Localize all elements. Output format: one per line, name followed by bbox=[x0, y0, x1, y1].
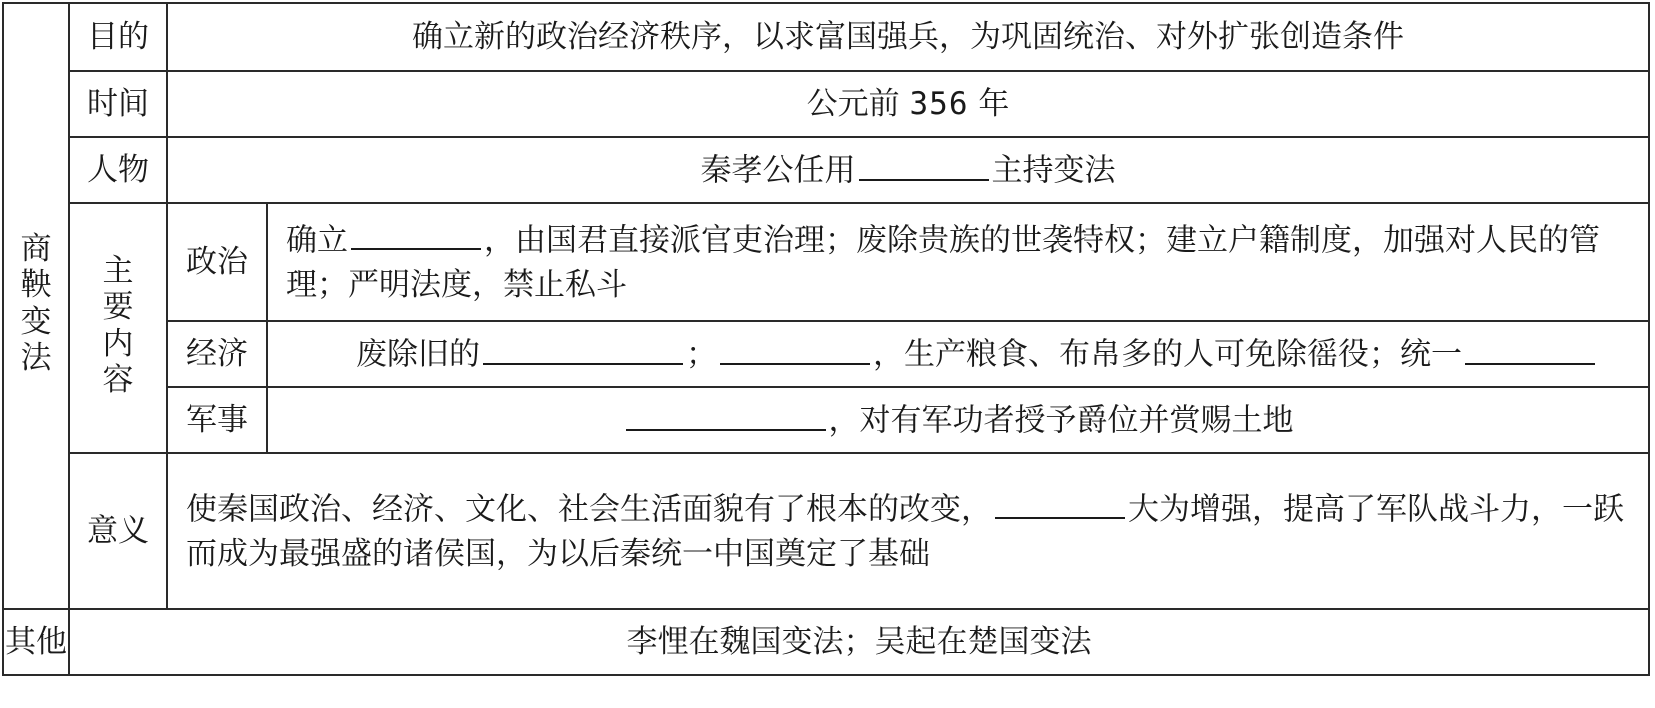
time-label: 时间 bbox=[69, 71, 167, 137]
row-military bbox=[3, 387, 1649, 453]
group-label-cell bbox=[3, 3, 69, 609]
significance-before: 使秦国政治、经济、文化、社会生活面貌有了根本的改变， bbox=[186, 491, 992, 528]
economy-part3: ，生产粮食、布帛多的人可免除徭役；统一 bbox=[873, 336, 1462, 373]
significance-blank[interactable] bbox=[995, 485, 1125, 520]
person-label: 人物 bbox=[69, 137, 167, 203]
group-label: 商鞅变法 bbox=[20, 230, 52, 377]
economy-label: 经济 bbox=[167, 321, 267, 387]
economy-blank-2[interactable] bbox=[720, 330, 870, 365]
time-year: 356 bbox=[909, 85, 969, 122]
row-person bbox=[3, 137, 1649, 203]
person-blank[interactable] bbox=[859, 146, 989, 181]
others-value: 李悝在魏国变法；吴起在楚国变法 bbox=[69, 609, 1649, 675]
shang-yang-reform-table bbox=[2, 2, 1650, 676]
military-blank[interactable] bbox=[626, 396, 826, 431]
politics-blank[interactable] bbox=[351, 216, 481, 251]
military-label: 军事 bbox=[167, 387, 267, 453]
person-after: 主持变法 bbox=[991, 152, 1116, 189]
row-significance bbox=[3, 453, 1649, 609]
sub-group-label-cell bbox=[69, 203, 167, 453]
row-time bbox=[3, 71, 1649, 137]
purpose-label: 目的 bbox=[69, 3, 167, 71]
row-politics bbox=[3, 203, 1649, 321]
economy-part2: ； bbox=[686, 336, 717, 373]
significance-label: 意义 bbox=[69, 453, 167, 609]
sub-group-label: 主要内容 bbox=[102, 252, 134, 399]
others-label: 其他 bbox=[3, 609, 69, 675]
economy-blank-3[interactable] bbox=[1465, 330, 1595, 365]
politics-label: 政治 bbox=[167, 203, 267, 321]
economy-value bbox=[267, 321, 1649, 387]
economy-part1: 废除旧的 bbox=[356, 336, 480, 373]
politics-value bbox=[267, 203, 1649, 321]
row-purpose bbox=[3, 3, 1649, 71]
purpose-value: 确立新的政治经济秩序，以求富国强兵，为巩固统治、对外扩张创造条件 bbox=[167, 3, 1649, 71]
time-prefix: 公元前 bbox=[806, 85, 900, 122]
economy-blank-1[interactable] bbox=[483, 330, 683, 365]
time-suffix: 年 bbox=[978, 85, 1010, 122]
person-value bbox=[167, 137, 1649, 203]
person-before: 秦孝公任用 bbox=[700, 152, 856, 189]
significance-value bbox=[167, 453, 1649, 609]
military-value bbox=[267, 387, 1649, 453]
politics-after: ，由国君直接派官吏治理；废除贵族的世袭特权；建立户籍制度，加强对人民的管理；严明法度，禁止私斗 bbox=[286, 222, 1600, 304]
row-economy bbox=[3, 321, 1649, 387]
row-others bbox=[3, 609, 1649, 675]
time-value bbox=[167, 71, 1649, 137]
significance-after: 大为增强，提高了军队战斗力，一跃而成为最强盛的诸侯国，为以后秦统一中国奠定了基础 bbox=[186, 491, 1624, 573]
politics-before: 确立 bbox=[286, 222, 348, 259]
military-after: ，对有军功者授予爵位并赏赐土地 bbox=[828, 402, 1294, 439]
